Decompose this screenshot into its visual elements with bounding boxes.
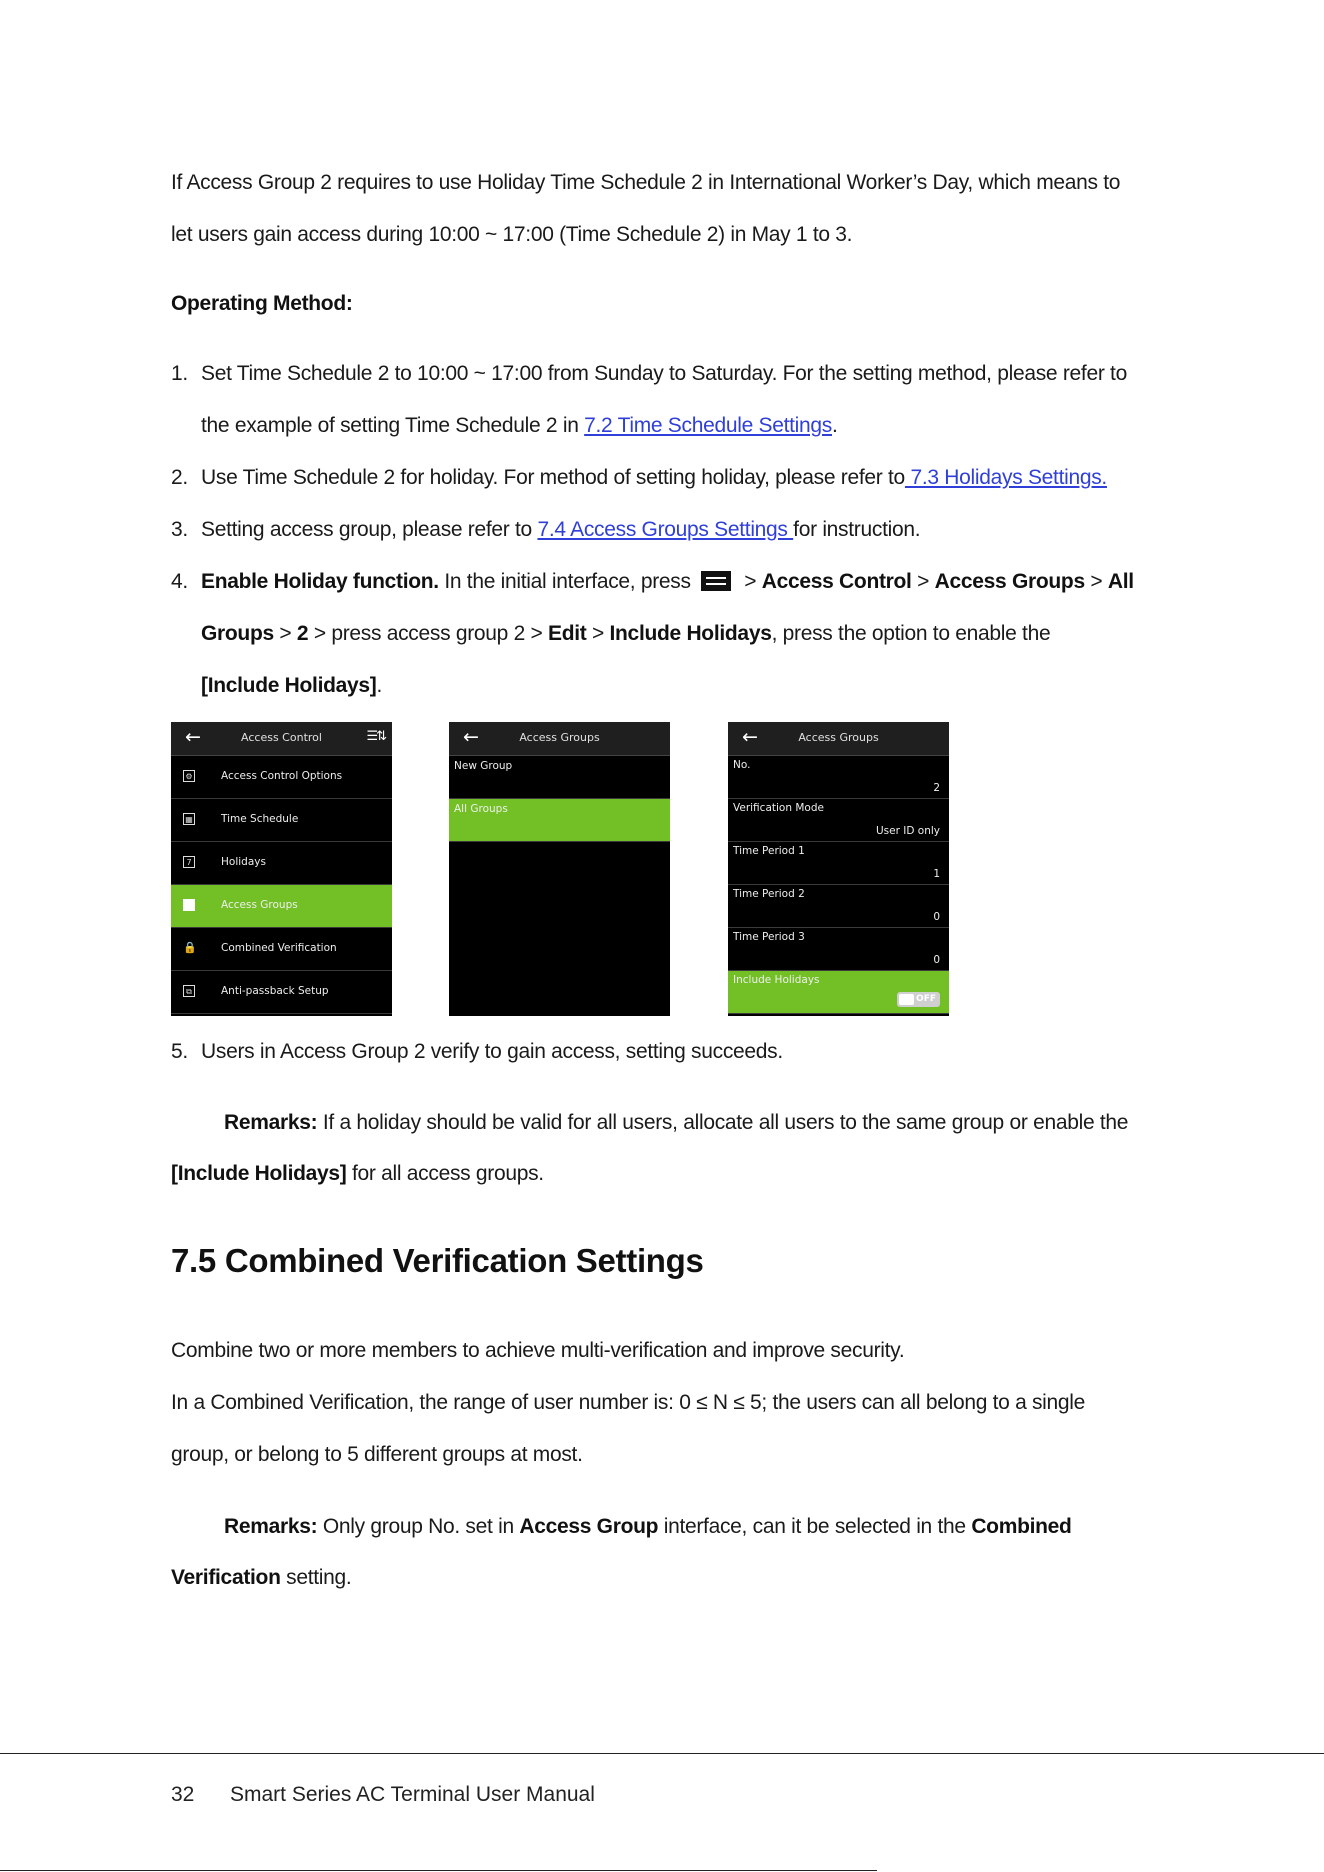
- step-3-number: 3.: [171, 518, 188, 541]
- remarks-2-text-1: Only group No. set in: [317, 1515, 520, 1538]
- step-4-bold-groups: Groups: [201, 622, 274, 645]
- field-label: No.: [733, 759, 751, 771]
- section-paragraph-1: Combine two or more members to achieve multi-verification and improve security.: [171, 1339, 905, 1362]
- combined-lock-icon: 🔒: [183, 941, 197, 954]
- menu-item-label: All Groups: [454, 803, 508, 815]
- remarks-1-continued: [171, 1162, 544, 1186]
- intro-line-1: If Access Group 2 requires to use Holiday Time Schedule 2 in International Worker’s Day, which means to: [171, 171, 1121, 194]
- remarks-1-text: If a holiday should be valid for all users, allocate all users to the same group or enable the: [317, 1111, 1129, 1134]
- menu-item-all-groups[interactable]: [449, 799, 670, 842]
- step-4-number: 4.: [171, 570, 188, 593]
- step-4-bold-include-holidays: Include Holidays: [609, 622, 772, 645]
- screen-2-title: Access Groups: [519, 731, 600, 744]
- back-arrow-icon[interactable]: ←: [185, 726, 201, 748]
- menu-item-label: New Group: [454, 760, 513, 772]
- screen-1-header: [171, 722, 392, 756]
- toggle-knob: [899, 994, 914, 1005]
- link-holidays-settings[interactable]: 7.3 Holidays Settings.: [904, 466, 1107, 489]
- step-3: [171, 518, 920, 542]
- field-value: 2: [933, 782, 940, 794]
- field-value: 0: [933, 911, 940, 923]
- menu-item-access-control-options[interactable]: [171, 756, 392, 799]
- anti-passback-icon: ⧉: [183, 985, 195, 997]
- step-2: [171, 466, 1107, 490]
- step-4-text: In the initial interface, press: [438, 570, 691, 593]
- section-heading-combined-verification: 7.5 Combined Verification Settings: [171, 1242, 704, 1279]
- field-group-number[interactable]: [728, 756, 949, 799]
- remarks-2-bold-verification: Verification: [171, 1566, 281, 1589]
- step-5-text: Users in Access Group 2 verify to gain access, setting succeeds.: [201, 1040, 783, 1063]
- menu-item-time-schedule[interactable]: [171, 799, 392, 842]
- step-4-bold-access-control: Access Control: [761, 570, 912, 593]
- remarks-2-text-2: interface, can it be selected in the: [658, 1515, 972, 1538]
- remarks-2-continued: [171, 1566, 351, 1590]
- link-time-schedule-settings[interactable]: 7.2 Time Schedule Settings: [584, 414, 832, 437]
- remarks-2-label: Remarks:: [224, 1515, 318, 1538]
- step-3-end: for instruction.: [793, 518, 921, 541]
- remarks-2-bold-combined: Combined: [971, 1515, 1072, 1538]
- menu-item-anti-passback-setup[interactable]: [171, 971, 392, 1014]
- field-label: Verification Mode: [733, 802, 824, 814]
- step-4-sep-3: >: [1084, 570, 1108, 593]
- menu-item-access-groups[interactable]: [171, 885, 392, 928]
- holiday-calendar-icon: 7: [183, 856, 195, 868]
- menu-item-holidays[interactable]: [171, 842, 392, 885]
- screenshot-access-groups-menu: [449, 722, 670, 1016]
- menu-item-new-group[interactable]: [449, 756, 670, 799]
- section-paragraph-3: group, or belong to 5 different groups at most.: [171, 1443, 583, 1466]
- field-time-period-3[interactable]: [728, 928, 949, 971]
- step-2-text: Use Time Schedule 2 for holiday. For method of setting holiday, please refer to: [201, 466, 905, 489]
- screenshot-access-control-menu: [171, 722, 392, 1016]
- intro-line-2: let users gain access during 10:00 ~ 17:00 (Time Schedule 2) in May 1 to 3.: [171, 223, 853, 246]
- menu-item-label: Combined Verification: [221, 942, 337, 954]
- field-time-period-1[interactable]: [728, 842, 949, 885]
- field-value: User ID only: [876, 825, 940, 837]
- back-arrow-icon[interactable]: ←: [463, 726, 479, 748]
- menu-item-label: Time Schedule: [221, 813, 299, 825]
- step-4: [171, 570, 1134, 594]
- access-group-icon: [183, 899, 195, 911]
- remarks-1-label: Remarks:: [224, 1111, 318, 1134]
- step-1-continued: [201, 414, 838, 438]
- menu-item-combined-verification[interactable]: [171, 928, 392, 971]
- page-number: 32: [171, 1783, 195, 1806]
- field-label: Time Period 3: [733, 931, 805, 943]
- screen-3-title: Access Groups: [798, 731, 879, 744]
- screen-3-header: [728, 722, 949, 756]
- menu-item-label: Anti-passback Setup: [221, 985, 329, 997]
- remarks-2: [224, 1515, 1072, 1539]
- screen-2-header: [449, 722, 670, 756]
- remarks-1: [224, 1111, 1128, 1135]
- back-arrow-icon[interactable]: ←: [742, 726, 758, 748]
- step-4-sep-1: >: [738, 570, 762, 593]
- include-holidays-toggle[interactable]: [897, 992, 940, 1007]
- step-4-continued-2: [201, 674, 382, 698]
- toggle-state-label: OFF: [916, 994, 936, 1004]
- operating-method-label: Operating Method:: [171, 292, 353, 315]
- menu-key-icon: [701, 571, 731, 591]
- operating-method-heading: [171, 292, 353, 316]
- field-verification-mode[interactable]: [728, 799, 949, 842]
- menu-item-label: Holidays: [221, 856, 266, 868]
- step-2-number: 2.: [171, 466, 188, 489]
- step-4-bold-include-holidays-bracket: [Include Holidays]: [201, 674, 377, 697]
- step-1: [171, 362, 1127, 386]
- step-1-text-b: the example of setting Time Schedule 2 in: [201, 414, 585, 437]
- step-4-bold-access-groups: Access Groups: [934, 570, 1085, 593]
- step-4-continued: [201, 622, 1050, 646]
- step-4-text-c: , press the option to enable the: [771, 622, 1051, 645]
- step-1-end: .: [832, 414, 838, 437]
- menu-item-label: Access Control Options: [221, 770, 343, 782]
- field-label: Time Period 2: [733, 888, 805, 900]
- step-4-sep-2: >: [911, 570, 935, 593]
- field-value: 1: [933, 868, 940, 880]
- step-4-sep-5: >: [586, 622, 610, 645]
- remarks-1-text-2: for all access groups.: [346, 1162, 544, 1185]
- screen-1-title: Access Control: [241, 731, 322, 744]
- gear-icon: ⚙: [183, 770, 195, 782]
- page-footer: [171, 1783, 595, 1807]
- section-paragraph-2: In a Combined Verification, the range of user number is: 0 ≤ N ≤ 5; the users can all belong to a single: [171, 1391, 1086, 1414]
- field-label: Include Holidays: [733, 974, 820, 986]
- field-include-holidays[interactable]: [728, 971, 949, 1014]
- step-1-number: 1.: [171, 362, 188, 385]
- screenshot-access-group-edit: [728, 722, 949, 1016]
- step-5: [171, 1040, 783, 1064]
- footer-title: Smart Series AC Terminal User Manual: [230, 1783, 595, 1806]
- link-access-groups-settings[interactable]: 7.4 Access Groups Settings: [537, 518, 794, 541]
- field-label: Time Period 1: [733, 845, 805, 857]
- remarks-1-bold-include-holidays: [Include Holidays]: [171, 1162, 347, 1185]
- sort-list-icon[interactable]: ☰⇅: [366, 729, 385, 744]
- step-4-bold-enable: Enable Holiday function.: [201, 570, 439, 593]
- step-4-end: .: [376, 674, 383, 697]
- step-4-bold-edit: Edit: [547, 622, 587, 645]
- field-value: 0: [933, 954, 940, 966]
- footer-divider: [0, 1753, 1324, 1754]
- calendar-icon: ▦: [183, 813, 195, 825]
- step-4-bold-all: All: [1107, 570, 1134, 593]
- remarks-2-text-3: setting.: [280, 1566, 352, 1589]
- field-time-period-2[interactable]: [728, 885, 949, 928]
- remarks-2-bold-access-group: Access Group: [519, 1515, 659, 1538]
- step-4-bold-2: 2: [296, 622, 309, 645]
- step-4-sep-4: >: [273, 622, 297, 645]
- footer-bottom-rule: [0, 1870, 877, 1871]
- step-5-number: 5.: [171, 1040, 188, 1063]
- step-1-text: Set Time Schedule 2 to 10:00 ~ 17:00 from Sunday to Saturday. For the setting method, please refer to: [201, 362, 1127, 385]
- step-4-text-b: > press access group 2 >: [308, 622, 548, 645]
- menu-item-label: Access Groups: [221, 899, 298, 911]
- step-3-text: Setting access group, please refer to: [201, 518, 538, 541]
